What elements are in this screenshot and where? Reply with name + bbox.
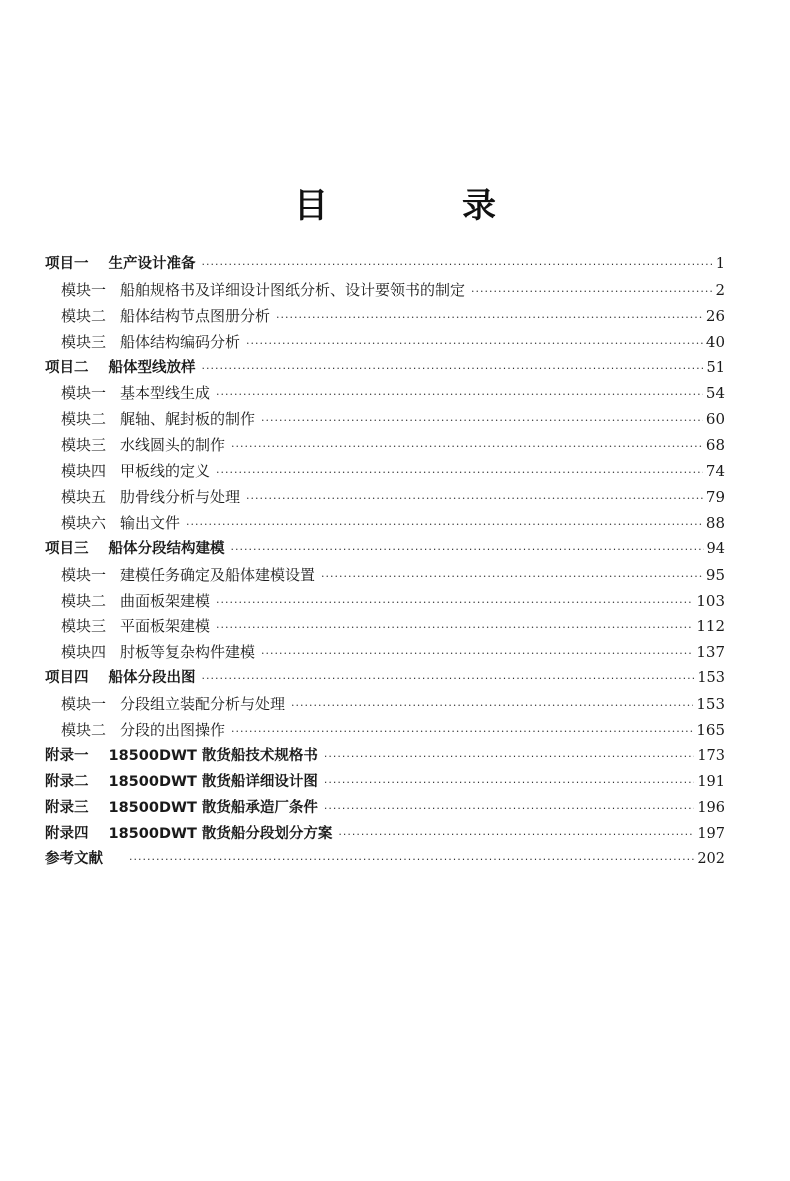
toc-leader-dots [231,537,704,563]
toc-entry-key: 项目二 [45,359,89,376]
toc-entry-label [45,666,196,692]
toc-entry-module[interactable] [45,459,725,485]
toc-entry-key: 模块二 [61,306,107,325]
toc-entry-module[interactable] [45,304,725,330]
toc-page-number: 54 [705,384,725,403]
toc-entry-label [61,563,315,589]
toc-page-number: 173 [697,747,725,764]
toc-page-number: 88 [705,513,725,532]
toc-entry-title: 18500DWT 散货船详细设计图 [108,773,318,790]
toc-page-number: 51 [706,359,725,376]
toc-entry-title: 生产设计准备 [108,256,196,272]
toc-entry-label [61,381,210,407]
toc-entry-label [45,822,332,848]
toc-entry-title: 基本型线生成 [120,384,211,403]
toc-leader-dots [202,356,704,382]
toc-entry-key: 模块二 [61,721,107,740]
toc-leader-dots [324,796,694,822]
toc-entry-key: 模块一 [61,384,107,403]
toc-page-number: 40 [705,332,725,351]
toc-leader-dots [216,615,693,641]
toc-entry-title: 18500DWT 散货船承造厂条件 [108,799,318,816]
toc-entry-label [61,485,240,511]
toc-entry-section[interactable] [45,356,725,382]
toc-entry-key: 项目三 [45,540,89,557]
toc-entry-label [61,407,255,433]
toc-entry-title: 甲板线的定义 [120,462,211,481]
toc-entry-title: 船舶规格书及详细设计图纸分析、设计要领书的制定 [120,280,466,299]
toc-leader-dots [216,382,703,408]
toc-entry-label [45,537,225,563]
toc-entry-section[interactable] [45,666,725,692]
toc-entry-title: 肘板等复杂构件建模 [120,643,256,662]
toc-entry-label [45,770,318,796]
toc-entry-title: 输出文件 [120,513,181,532]
toc-entry-module[interactable] [45,278,725,304]
toc-entry-title: 船体结构编码分析 [120,332,241,351]
toc-entry-label [45,796,318,822]
toc-page-number: 153 [697,670,725,687]
toc-leader-dots [291,693,693,719]
toc-entry-section[interactable] [45,796,725,822]
toc-page-number: 202 [697,851,725,868]
toc-entry-module[interactable] [45,589,725,615]
toc-entry-key: 模块三 [61,617,107,636]
toc-leader-dots [261,641,693,667]
toc-entry-title: 平面板架建模 [120,617,211,636]
toc-leader-dots [324,770,694,796]
toc-page-number: 103 [696,591,725,610]
toc-entry-module[interactable] [45,640,725,666]
toc-entry-module[interactable] [45,330,725,356]
toc-entry-title: 分段的出图操作 [120,721,226,740]
toc-entry-key: 附录四 [45,825,89,842]
toc-entry-section[interactable] [45,744,725,770]
toc-page-number: 79 [705,488,725,507]
toc-entry-label [45,356,196,382]
toc-entry-module[interactable] [45,407,725,433]
toc-entry-label [61,589,210,615]
toc-entry-label [61,330,240,356]
toc-entry-section[interactable] [45,847,725,873]
toc-entry-module[interactable] [45,511,725,537]
toc-leader-dots [246,486,703,512]
toc-page-number: 112 [696,617,725,636]
toc-entry-module[interactable] [45,485,725,511]
toc-entry-module[interactable] [45,563,725,589]
toc-entry-key: 参考文献 [45,851,103,868]
toc-leader-dots [246,331,703,357]
toc-entry-section[interactable] [45,822,725,848]
toc-entry-section[interactable] [45,770,725,796]
toc-entry-label [61,304,270,330]
toc-entry-key: 模块三 [61,436,107,455]
toc-page-number: 68 [705,436,725,455]
toc-entry-key: 模块三 [61,332,107,351]
toc-entry-key: 模块六 [61,513,107,532]
toc-leader-dots [321,564,703,590]
toc-leader-dots [202,252,713,278]
page-title: 目 录 [294,186,546,226]
toc-entry-label [61,718,225,744]
toc-entry-label [61,692,285,718]
toc-page-number: 60 [705,410,725,429]
toc-entry-label [61,278,465,304]
toc-entry-label [61,459,210,485]
toc-page-number: 191 [697,773,725,790]
toc-page-number: 95 [705,565,725,584]
toc-entry-title: 建模任务确定及船体建模设置 [120,565,316,584]
toc-entry-key: 附录三 [45,799,89,816]
toc-leader-dots [202,666,695,692]
toc-entry-key: 模块二 [61,591,107,610]
toc-entry-title: 18500DWT 散货船技术规格书 [108,747,318,764]
toc-entry-title: 18500DWT 散货船分段划分方案 [108,825,333,842]
toc-leader-dots [471,279,712,305]
toc-page-number: 137 [696,643,725,662]
toc-entry-key: 模块一 [61,280,107,299]
toc-page-number: 165 [696,721,725,740]
toc-entry-module[interactable] [45,614,725,640]
toc-leader-dots [231,719,693,745]
toc-entry-label [45,744,318,770]
toc-entry-title: 艉轴、艉封板的制作 [120,410,256,429]
toc-entry-key: 项目一 [45,256,89,272]
toc-entry-title: 曲面板架建模 [120,591,211,610]
toc-entry-key: 项目四 [45,670,89,687]
toc-entry-key: 模块一 [61,695,107,714]
toc-page-number: 94 [706,540,725,557]
toc-leader-dots [129,847,694,873]
toc-entry-label [61,640,255,666]
toc-leader-dots [186,512,703,538]
toc-page-number: 2 [715,280,725,299]
toc-entry-title: 水线圆头的制作 [120,436,226,455]
toc-leader-dots [324,744,694,770]
toc-entry-title: 船体分段出图 [108,670,196,687]
toc-page-number: 26 [705,306,725,325]
toc-page-number: 197 [697,825,725,842]
toc-entry-label [61,433,225,459]
toc-entry-title: 船体结构节点图册分析 [120,306,271,325]
toc-entry-key: 模块五 [61,488,107,507]
toc-leader-dots [216,590,693,616]
toc-page-number: 196 [697,799,725,816]
toc-page-number: 153 [696,695,725,714]
toc-entry-label [61,511,180,537]
toc-leader-dots [216,460,703,486]
toc-leader-dots [231,434,703,460]
toc-leader-dots [261,408,703,434]
toc-entry-module[interactable] [45,433,725,459]
toc-entry-module[interactable] [45,718,725,744]
toc-entry-title: 船体分段结构建模 [108,540,225,557]
toc-entry-key: 模块四 [61,643,107,662]
toc-entry-title: 船体型线放样 [108,359,196,376]
toc-entry-label [61,614,210,640]
table-of-contents [45,252,725,873]
toc-entry-key: 附录一 [45,747,89,764]
toc-leader-dots [338,822,694,848]
toc-entry-module[interactable] [45,381,725,407]
toc-entry-key: 模块四 [61,462,107,481]
toc-entry-key: 模块二 [61,410,107,429]
toc-entry-section[interactable] [45,252,725,278]
toc-leader-dots [276,305,703,331]
toc-entry-label [45,252,196,278]
toc-entry-title: 分段组立装配分析与处理 [120,695,286,714]
toc-entry-section[interactable] [45,537,725,563]
toc-entry-title: 肋骨线分析与处理 [120,488,241,507]
toc-page-number: 74 [705,462,725,481]
toc-page-number: 1 [715,256,725,272]
toc-entry-label [45,847,123,873]
toc-entry-key: 模块一 [61,565,107,584]
toc-entry-module[interactable] [45,692,725,718]
toc-entry-key: 附录二 [45,773,89,790]
